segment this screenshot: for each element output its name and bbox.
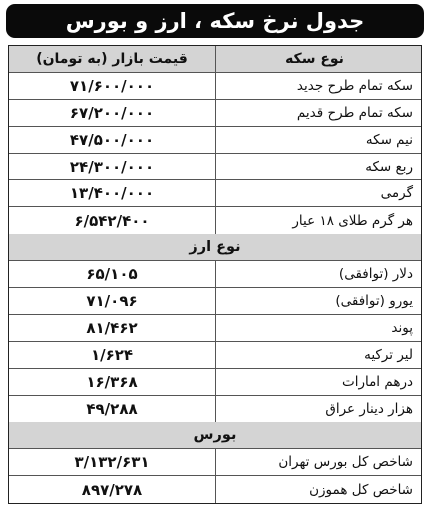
coin-row-name: گرمی — [215, 180, 421, 206]
currency-row-name: درهم امارات — [215, 369, 421, 395]
currency-row-price: ۴۹/۲۸۸ — [86, 400, 138, 419]
header-coin-type: نوع سکه — [215, 46, 421, 72]
currency-row-price: ۸۱/۴۶۲ — [86, 318, 138, 337]
stock-row — [9, 476, 421, 503]
coin-row-name: سکه تمام طرح قدیم — [215, 100, 421, 126]
currency-section-header — [9, 234, 421, 261]
title-banner — [6, 4, 424, 38]
coin-row — [9, 154, 421, 181]
currency-row — [9, 288, 421, 315]
currency-row-name: پوند — [215, 315, 421, 341]
coin-row-price: ۱۳/۴۰۰/۰۰۰ — [69, 184, 155, 203]
coins-section — [9, 73, 421, 234]
stock-section-title: بورس — [193, 427, 237, 444]
coin-row-name: هر گرم طلای ۱۸ عیار — [215, 207, 421, 234]
stocks-section — [9, 449, 421, 503]
currency-row — [9, 261, 421, 288]
coin-row — [9, 100, 421, 127]
coin-row — [9, 73, 421, 100]
coin-row — [9, 127, 421, 154]
coin-row — [9, 180, 421, 207]
coin-row-price: ۴۷/۵۰۰/۰۰۰ — [69, 130, 155, 149]
stock-row-price: ۸۹۷/۲۷۸ — [81, 480, 143, 499]
currency-row-name: لیر ترکیه — [215, 342, 421, 368]
currency-row — [9, 396, 421, 423]
coin-row-price: ۶/۵۴۲/۴۰۰ — [74, 211, 150, 230]
currency-row-price: ۷۱/۰۹۶ — [86, 291, 138, 310]
stock-row-name: شاخص کل بورس تهران — [215, 449, 421, 475]
coin-row-name: نیم سکه — [215, 127, 421, 153]
stock-row-price: ۳/۱۳۲/۶۳۱ — [74, 453, 150, 472]
table-header-row — [9, 46, 421, 73]
currency-row-price: ۱۶/۳۶۸ — [86, 372, 138, 391]
page-title: جدول نرخ سکه ، ارز و بورس — [65, 9, 365, 33]
header-market-price: قیمت بازار (به تومان) — [36, 50, 188, 67]
coin-row-price: ۶۷/۲۰۰/۰۰۰ — [69, 103, 155, 122]
stock-row — [9, 449, 421, 476]
rates-table — [8, 45, 422, 504]
currency-section-title: نوع ارز — [189, 239, 241, 256]
stock-section-header — [9, 422, 421, 449]
coin-row-price: ۷۱/۶۰۰/۰۰۰ — [69, 76, 155, 95]
coin-row-name: سکه تمام طرح جدید — [215, 73, 421, 99]
currency-row-name: دلار (توافقی) — [215, 261, 421, 287]
currency-row-price: ۶۵/۱۰۵ — [86, 265, 138, 284]
coin-row — [9, 207, 421, 234]
stock-row-name: شاخص کل هموزن — [215, 476, 421, 503]
coin-row-name: ربع سکه — [215, 154, 421, 180]
currency-row-name: یورو (توافقی) — [215, 288, 421, 314]
coin-row-price: ۲۴/۳۰۰/۰۰۰ — [69, 157, 155, 176]
currency-row-price: ۱/۶۲۴ — [90, 345, 134, 364]
currency-row-name: هزار دینار عراق — [215, 396, 421, 423]
currency-row — [9, 315, 421, 342]
currencies-section — [9, 261, 421, 422]
currency-row — [9, 342, 421, 369]
currency-row — [9, 369, 421, 396]
